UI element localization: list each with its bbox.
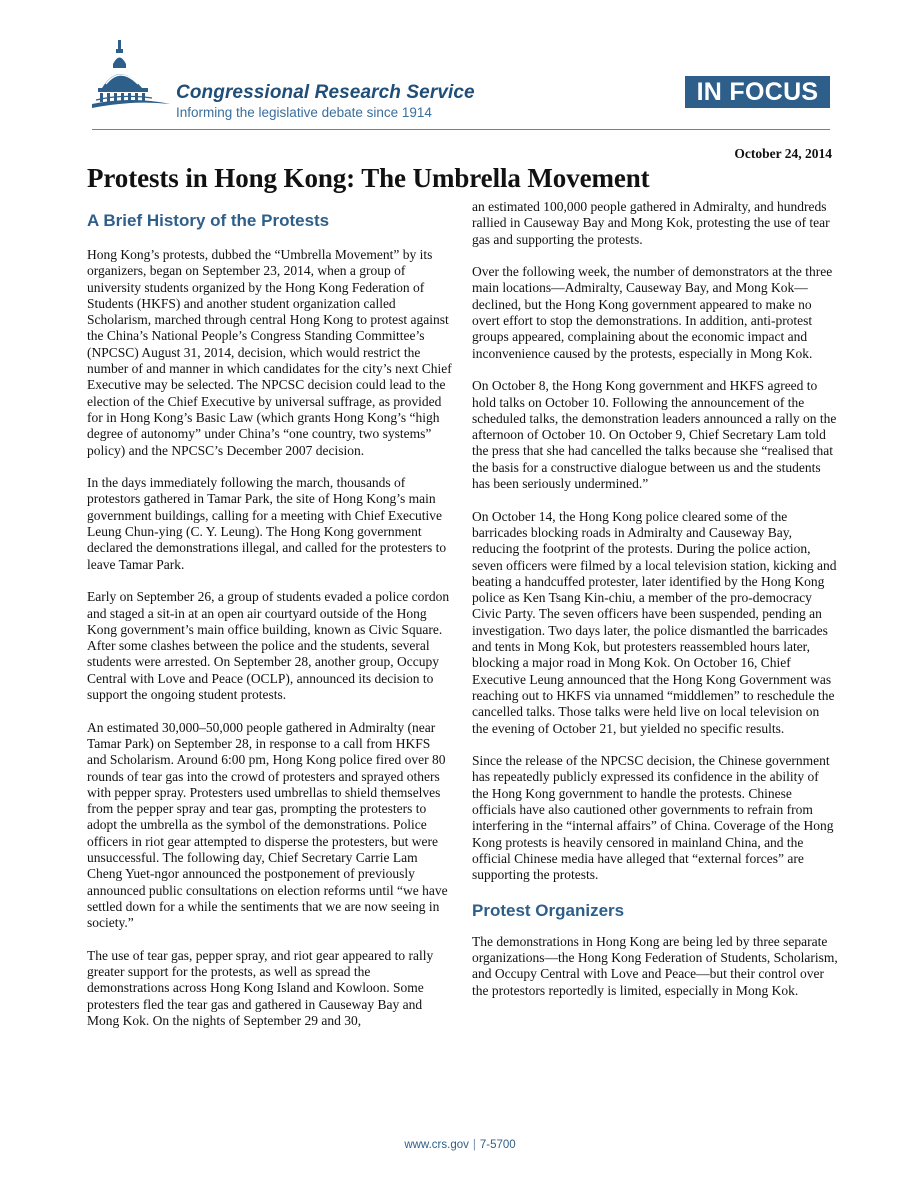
paragraph: an estimated 100,000 people gathered in Admiralty, and hundreds rallied in Causeway Bay and Mong Kok, protesting the use of tear gas and supporting the protests. — [472, 199, 830, 247]
crs-logo — [92, 38, 492, 128]
header-divider — [92, 129, 830, 130]
page-footer — [0, 1139, 920, 1151]
paragraph: Hong Kong’s protests, dubbed the “Umbrella Movement” by its organizers, began on September 23, 2014, when a group of university students organized by the Hong Kong Federation of Students (HKFS) and another student organization called Scholarism, marched through central Hong Kong to protest against the China’s National People’s Congress Standing Committee’s (NPCSC) August 31, 2014, decision, which would restrict the number of and manner in which candidates for the city’s next Chief Executive may be selected. The NPCSC decision could lead to the election of the Chief Executive by universal suffrage, as provided for in Hong Kong’s Basic Law (which grants Hong Kong’s “high degree of autonomy” under China’s “one country, two systems” policy) and the NPCSC’s December 2007 decision. — [87, 247, 452, 458]
capitol-dome-icon — [92, 38, 182, 128]
paragraph: Since the release of the NPCSC decision, the Chinese government has repeatedly publicly expressed its confidence in the ability of the Hong Kong government to handle the protests. Chinese officials have also cautioned other governments to refrain from interfering in the “internal affairs” of China. Coverage of the Hong Kong protests is heavily censored in mainland China, and the official Chinese media have alleged that “external forces” are supporting the protests. — [472, 753, 834, 883]
paragraph: An estimated 30,000–50,000 people gathered in Admiralty (near Tamar Park) on September 28, in response to a call from HKFS and Scholarism. Around 6:00 pm, Hong Kong police fired over 80 rounds of tear gas into the crowd of protesters and sprayed others with pepper spray. Protesters used umbrellas to shield themselves from the pepper spray and tear gas, prompting the protesters to adopt the umbrella as the symbol of the demonstrations. Police officers in riot gear attempted to disperse the protesters, but were unsuccessful. The following day, Chief Secretary Carrie Lam Cheng Yuet-ngor announced the postponement of previously announced public consultations on election reforms until “we have settled down for a while the sentiments that we are now seeing in society.” — [87, 719, 448, 931]
section-heading-organizers: Protest Organizers — [472, 900, 625, 920]
org-tagline: Informing the legislative debate since 1914 — [176, 105, 432, 120]
in-focus-badge: IN FOCUS — [685, 76, 830, 108]
paragraph: On October 14, the Hong Kong police cleared some of the barricades blocking roads in Admiralty and Causeway Bay, reducing the footprint of the protests. During the police action, seven officers were filmed by a local television station, kicking and beating a handcuffed protester, later identified by the Hong Kong police as Ken Tsang Kin-chiu, a member of the pro-democracy Civic Party. The seven officers have been suspended, pending an investigation. Two days later, the police dismantled the barricades and tents in Mong Kok, but protesters reassembled hours later, blocking a major road in Mong Kok. On October 16, Chief Executive Leung announced that the Hong Kong Government was reaching out to HKFS via unnamed “middlemen” to reschedule the cancelled talks. Those talks were held live on local television on the evening of October 21, but yielded no specific results. — [472, 508, 837, 736]
paragraph: In the days immediately following the march, thousands of protestors gathered in Tamar Park, the site of Hong Kong’s main government buildings, calling for a meeting with Chief Executive Leung Chun-ying (C. Y. Leung). The Hong Kong government declared the demonstrations illegal, and called for the protesters to leave Tamar Park. — [87, 475, 447, 572]
paragraph: The use of tear gas, pepper spray, and riot gear appeared to rally greater support for the protests, as well as spread the demonstrations across Hong Kong Island and Kowloon. Some protesters fled the tear gas and gathered in Causeway Bay and Mong Kok. On the nights of September 29 and 30, — [87, 947, 434, 1028]
right-column — [472, 199, 838, 1015]
footer-separator: | — [472, 1139, 476, 1151]
page-title: Protests in Hong Kong: The Umbrella Movement — [87, 163, 650, 193]
footer-code: 7-5700 — [479, 1139, 516, 1151]
paragraph: Over the following week, the number of demonstrators at the three main locations—Admiralty, Causeway Bay, and Mong Kok—declined, but the Hong Kong government appeared to make no overt effort to stop the demonstrations. In addition, anti-protest groups appeared, complaining about the economic impact and inconvenience caused by the protests, especially in Mong Kok. — [472, 264, 833, 361]
left-column — [87, 210, 453, 1046]
footer-website-link[interactable]: www.crs.gov — [404, 1139, 469, 1151]
section-heading-history: A Brief History of the Protests — [87, 211, 330, 230]
paragraph: On October 8, the Hong Kong government and HKFS agreed to hold talks on October 10. Following the announcement of the scheduled talks, the demonstration leaders announced a rally on the afternoon of October 10. On October 9, Chief Secretary Lam told the press that she had cancelled the talks because she “realised that the basis for a constructive dialogue between us and the students has been seriously undermined.” — [472, 378, 837, 492]
paragraph: Early on September 26, a group of students evaded a police cordon and staged a sit-in at an open air courtyard outside of the Hong Kong government’s main office building, known as Civic Square. After some clashes between the police and the students, several students were arrested. On September 28, another group, Occupy Central with Love and Peace (OCLP), announced its decision to support the ongoing student protests. — [87, 589, 450, 703]
paragraph: The demonstrations in Hong Kong are being led by three separate organizations—the Hong Kong Federation of Students, Scholarism, and Occupy Central with Love and Peace—but their control over the protestors reportedly is limited, especially in Mong Kok. — [472, 933, 838, 998]
publication-date: October 24, 2014 — [734, 146, 832, 161]
org-name: Congressional Research Service — [176, 82, 475, 103]
